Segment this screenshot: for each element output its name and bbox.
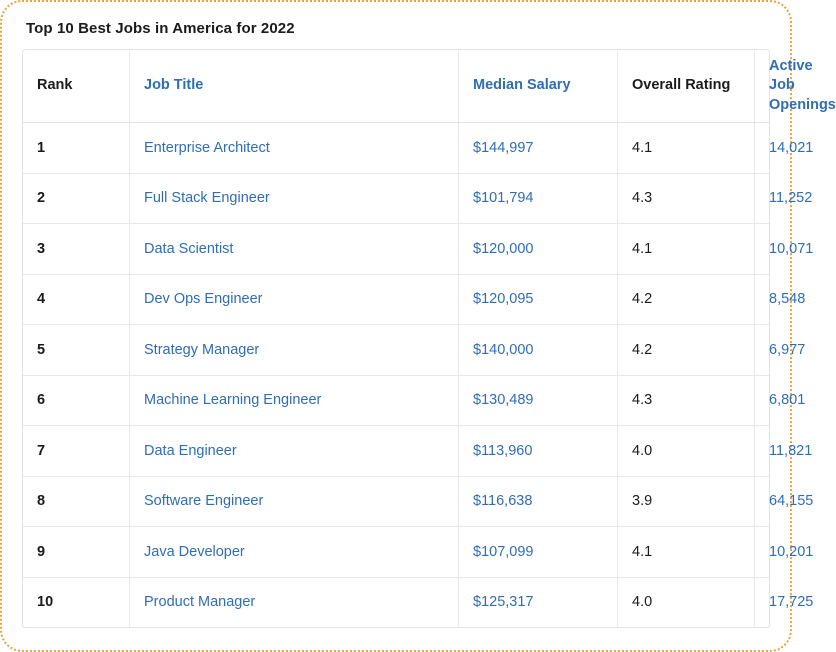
cell-rank: 10 <box>37 594 54 611</box>
table-row <box>23 274 769 325</box>
table-row <box>23 123 769 174</box>
page-title: Top 10 Best Jobs in America for 2022 <box>26 20 295 37</box>
cell-job-title[interactable]: Machine Learning Engineer <box>130 375 459 426</box>
cell-job-title[interactable]: Data Engineer <box>130 426 459 477</box>
column-header-rank: Rank <box>23 50 130 123</box>
cell-overall-rating: 4.0 <box>618 426 755 477</box>
cell-overall-rating: 4.0 <box>618 577 755 627</box>
table-header-row <box>23 50 769 123</box>
cell-active-job-openings: 14,021 <box>755 123 770 174</box>
cell-job-title[interactable]: Java Developer <box>130 527 459 578</box>
table-row <box>23 173 769 224</box>
table-row <box>23 577 769 627</box>
jobs-table-container <box>22 49 836 628</box>
column-header-median-salary: Median Salary <box>459 50 618 123</box>
cell-median-salary: $113,960 <box>459 426 618 477</box>
cell-rank: 1 <box>37 139 46 156</box>
cell-overall-rating: 4.1 <box>618 527 755 578</box>
cell-active-job-openings: 6,801 <box>755 375 770 426</box>
cell-median-salary: $140,000 <box>459 325 618 376</box>
cell-active-job-openings: 11,252 <box>755 173 770 224</box>
cell-overall-rating: 4.2 <box>618 274 755 325</box>
table-row <box>23 527 769 578</box>
cell-rank: 2 <box>37 190 46 207</box>
cell-overall-rating: 4.1 <box>618 123 755 174</box>
cell-median-salary: $125,317 <box>459 577 618 627</box>
cell-overall-rating: 3.9 <box>618 476 755 527</box>
table-body <box>23 123 814 628</box>
cell-rank: 3 <box>37 240 46 257</box>
table-header <box>23 50 836 123</box>
cell-active-job-openings: 10,071 <box>755 224 770 275</box>
cell-job-title[interactable]: Full Stack Engineer <box>130 173 459 224</box>
cell-job-title[interactable]: Dev Ops Engineer <box>130 274 459 325</box>
cell-rank: 7 <box>37 442 46 459</box>
cell-rank: 9 <box>37 543 46 560</box>
cell-job-title[interactable]: Product Manager <box>130 577 459 627</box>
cell-rank: 6 <box>37 392 46 409</box>
jobs-table <box>23 50 836 627</box>
cell-active-job-openings: 10,201 <box>755 527 770 578</box>
cell-median-salary: $101,794 <box>459 173 618 224</box>
table-row <box>23 325 769 376</box>
cell-rank: 8 <box>37 493 46 510</box>
column-header-active-job-openings: Active Job Openings <box>755 50 770 123</box>
cell-overall-rating: 4.1 <box>618 224 755 275</box>
table-row <box>23 375 769 426</box>
cell-overall-rating: 4.2 <box>618 325 755 376</box>
cell-active-job-openings: 8,548 <box>755 274 770 325</box>
cell-job-title[interactable]: Data Scientist <box>130 224 459 275</box>
cell-median-salary: $120,095 <box>459 274 618 325</box>
cell-job-title[interactable]: Enterprise Architect <box>130 123 459 174</box>
column-header-overall-rating: Overall Rating <box>618 50 755 123</box>
cell-median-salary: $107,099 <box>459 527 618 578</box>
table-row <box>23 224 769 275</box>
cell-rank: 5 <box>37 341 46 358</box>
cell-active-job-openings: 17,725 <box>755 577 770 627</box>
cell-rank: 4 <box>37 291 46 308</box>
cell-median-salary: $116,638 <box>459 476 618 527</box>
cell-median-salary: $120,000 <box>459 224 618 275</box>
cell-job-title[interactable]: Strategy Manager <box>130 325 459 376</box>
cell-median-salary: $130,489 <box>459 375 618 426</box>
cell-median-salary: $144,997 <box>459 123 618 174</box>
cell-active-job-openings: 6,977 <box>755 325 770 376</box>
cell-active-job-openings: 64,155 <box>755 476 770 527</box>
table-row <box>23 476 769 527</box>
cell-active-job-openings: 11,821 <box>755 426 770 477</box>
cell-overall-rating: 4.3 <box>618 375 755 426</box>
column-header-job-title: Job Title <box>130 50 459 123</box>
table-row <box>23 426 769 477</box>
cell-job-title[interactable]: Software Engineer <box>130 476 459 527</box>
cell-overall-rating: 4.3 <box>618 173 755 224</box>
